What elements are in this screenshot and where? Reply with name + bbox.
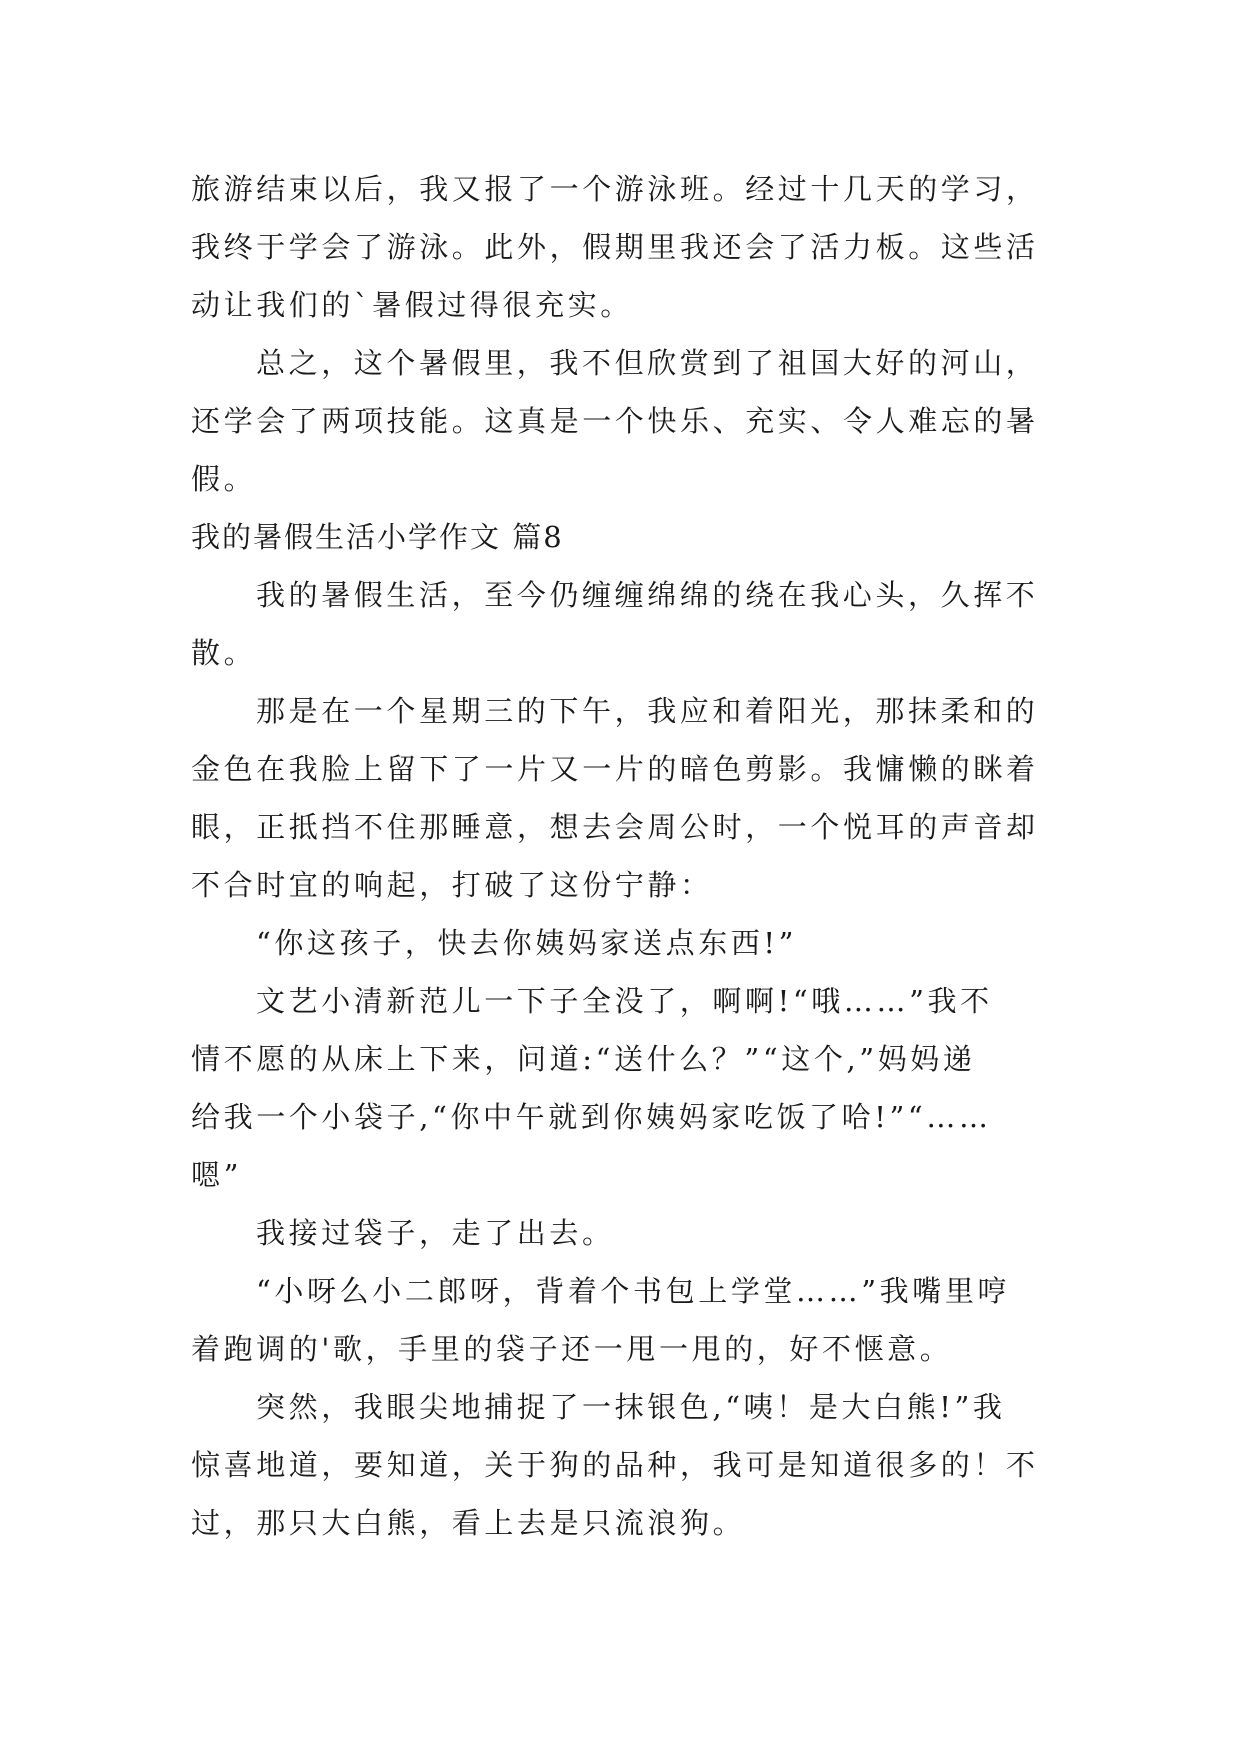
text-line: 给我一个小袋子,“你中午就到你姨妈家吃饭了哈!”“…… — [191, 1100, 992, 1134]
text-line: 旅游结束以后，我又报了一个游泳班。经过十几天的学习， — [191, 172, 1039, 206]
text-line: 假。 — [191, 462, 257, 496]
text-line: 那是在一个星期三的下午，我应和着阳光，那抹柔和的 — [256, 694, 1039, 728]
text-line: 着跑调的'歌，手里的袋子还一甩一甩的，好不惬意。 — [191, 1332, 953, 1366]
text-line: “你这孩子，快去你姨妈家送点东西!” — [256, 926, 798, 960]
text-line: 我终于学会了游泳。此外，假期里我还会了活力板。这些活 — [191, 230, 1039, 264]
text-line: 我的暑假生活，至今仍缠缠绵绵的绕在我心头，久挥不 — [256, 578, 1039, 612]
text-line: 金色在我脸上留下了一片又一片的暗色剪影。我慵懒的眯着 — [191, 752, 1039, 786]
text-line: 惊喜地道，要知道，关于狗的品种，我可是知道很多的！不 — [191, 1448, 1039, 1482]
text-line: 动让我们的`暑假过得很充实。 — [191, 288, 633, 322]
text-line: 情不愿的从床上下来，问道:“送什么？”“这个,”妈妈递 — [191, 1042, 976, 1076]
text-line: “小呀么小二郎呀，背着个书包上学堂……”我嘴里哼 — [256, 1274, 1011, 1308]
text-line: 文艺小清新范儿一下子全没了，啊啊!“哦……”我不 — [256, 984, 993, 1018]
text-line: 突然，我眼尖地捕捉了一抹银色,“咦！是大白熊!”我 — [256, 1390, 1006, 1424]
text-line: 嗯” — [191, 1158, 243, 1192]
text-line: 散。 — [191, 636, 257, 670]
text-line: 还学会了两项技能。这真是一个快乐、充实、令人难忘的暑 — [191, 404, 1039, 438]
document-body — [191, 160, 1051, 1552]
text-line: 不合时宜的响起，打破了这份宁静： — [191, 868, 713, 902]
text-line: 过，那只大白熊，看上去是只流浪狗。 — [191, 1506, 746, 1540]
text-line: 我接过袋子，走了出去。 — [256, 1216, 615, 1250]
section-heading: 我的暑假生活小学作文 篇8 — [191, 520, 564, 554]
text-line: 眼，正抵挡不住那睡意，想去会周公时，一个悦耳的声音却 — [191, 810, 1039, 844]
text-line: 总之，这个暑假里，我不但欣赏到了祖国大好的河山， — [256, 346, 1039, 380]
